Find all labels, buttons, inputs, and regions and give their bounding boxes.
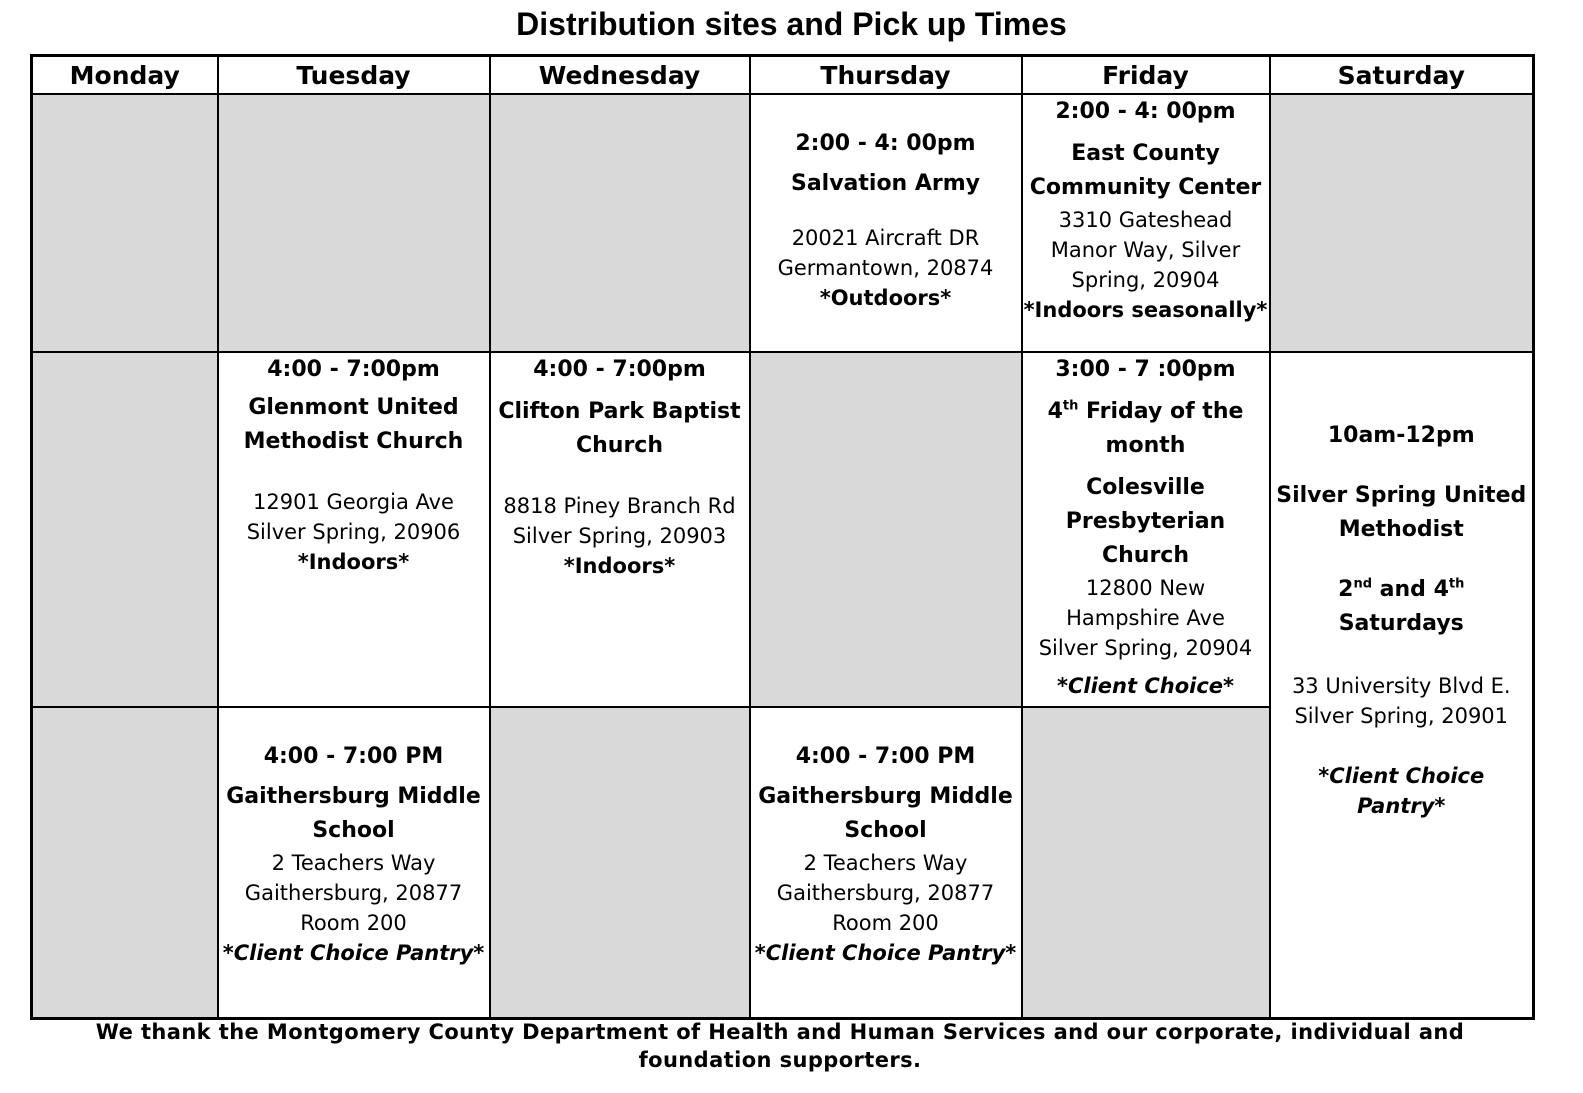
site-name: School <box>312 818 395 843</box>
site-note: *Indoors* <box>297 550 410 574</box>
site-name: Salvation Army <box>790 171 981 196</box>
header-saturday: Saturday <box>1270 56 1534 95</box>
site-note: *Indoors seasonally* <box>1023 298 1268 322</box>
site-note: *Client Choice Pantry* <box>222 941 485 965</box>
empty-cell <box>490 94 750 352</box>
footer-note: We thank the Montgomery County Department of Health and Human Services and our corporate, individual and foundation supporters. <box>95 1020 1465 1072</box>
site-name: Community Center <box>1029 175 1262 200</box>
site-address: Germantown, 20874 <box>777 256 994 280</box>
site-address: Room 200 <box>832 911 939 935</box>
site-name: Church <box>1101 543 1190 568</box>
site-name: Colesville <box>1086 475 1205 500</box>
site-address: Room 200 <box>300 911 407 935</box>
pickup-frequency: month <box>1105 433 1186 458</box>
site-address: Gaithersburg, 20877 <box>244 881 463 905</box>
header-wednesday: Wednesday <box>490 56 750 95</box>
site-name: Clifton Park Baptist <box>498 399 741 424</box>
empty-cell <box>1022 707 1270 1018</box>
site-address: Silver Spring, 20906 <box>246 520 461 544</box>
site-note: *Outdoors* <box>819 286 952 310</box>
empty-cell <box>750 352 1022 707</box>
site-cell-glenmont <box>218 352 490 707</box>
site-note: *Client Choice* <box>1057 674 1234 698</box>
header-tuesday: Tuesday <box>218 56 490 95</box>
schedule-row-2 <box>32 352 1534 707</box>
pickup-frequency: Saturdays <box>1338 611 1464 636</box>
pickup-time: 2:00 - 4: 00pm <box>1055 99 1236 124</box>
site-cell-gaithersburg-tue <box>218 707 490 1018</box>
pickup-time: 4:00 - 7:00 PM <box>795 744 976 769</box>
empty-cell <box>32 352 218 707</box>
site-note: *Client Choice Pantry* <box>1318 764 1485 818</box>
site-address: 33 University Blvd E. <box>1291 674 1511 698</box>
site-note: *Indoors* <box>563 554 676 578</box>
site-name: Methodist Church <box>243 429 464 454</box>
site-address: Spring, 20904 <box>1071 268 1220 292</box>
header-row <box>32 56 1534 95</box>
site-name: Gaithersburg Middle <box>226 784 481 809</box>
empty-cell <box>32 707 218 1018</box>
site-name: Methodist <box>1338 517 1464 542</box>
header-monday: Monday <box>32 56 218 95</box>
empty-cell <box>218 94 490 352</box>
pickup-frequency: 2nd and 4th <box>1338 576 1465 602</box>
pickup-time: 2:00 - 4: 00pm <box>795 131 976 156</box>
empty-cell <box>32 94 218 352</box>
pickup-time: 4:00 - 7:00pm <box>533 357 706 382</box>
site-address: Silver Spring, 20904 <box>1038 636 1253 660</box>
site-cell-colesville <box>1022 352 1270 707</box>
schedule-row-1 <box>32 94 1534 352</box>
site-address: 12901 Georgia Ave <box>253 490 454 514</box>
empty-cell <box>490 707 750 1018</box>
header-thursday: Thursday <box>750 56 1022 95</box>
site-address: 2 Teachers Way <box>271 851 436 875</box>
site-address: Hampshire Ave <box>1066 606 1225 630</box>
site-name: School <box>844 818 927 843</box>
pickup-time: 4:00 - 7:00 PM <box>263 744 444 769</box>
pickup-time: 3:00 - 7 :00pm <box>1055 357 1236 382</box>
site-name: Glenmont United <box>248 395 459 420</box>
site-cell-east-county <box>1022 94 1270 352</box>
site-address: 8818 Piney Branch Rd <box>503 494 736 518</box>
site-cell-gaithersburg-thu <box>750 707 1022 1018</box>
site-address: Silver Spring, 20903 <box>512 524 727 548</box>
site-cell-clifton-park <box>490 352 750 707</box>
site-address: Manor Way, Silver <box>1050 238 1241 262</box>
site-address: Silver Spring, 20901 <box>1294 704 1509 728</box>
site-address: 20021 Aircraft DR <box>791 226 980 250</box>
schedule-table <box>30 54 1535 1020</box>
site-name: Church <box>575 433 664 458</box>
site-cell-silver-spring-umc <box>1270 352 1534 1018</box>
pickup-time: 10am-12pm <box>1327 423 1475 448</box>
site-address: 12800 New <box>1085 576 1206 600</box>
site-name: Presbyterian <box>1065 509 1226 534</box>
pickup-time: 4:00 - 7:00pm <box>267 357 440 382</box>
header-friday: Friday <box>1022 56 1270 95</box>
empty-cell <box>1270 94 1534 352</box>
site-name: East County <box>1071 141 1220 166</box>
site-name: Silver Spring United <box>1276 483 1527 508</box>
site-address: Gaithersburg, 20877 <box>776 881 995 905</box>
site-note: *Client Choice Pantry* <box>754 941 1017 965</box>
pickup-frequency: 4th Friday of the <box>1047 398 1244 424</box>
page-title: Distribution sites and Pick up Times <box>516 6 1067 42</box>
site-cell-salvation-army <box>750 94 1022 352</box>
site-name: Gaithersburg Middle <box>758 784 1013 809</box>
site-address: 3310 Gateshead <box>1058 208 1233 232</box>
site-address: 2 Teachers Way <box>803 851 968 875</box>
